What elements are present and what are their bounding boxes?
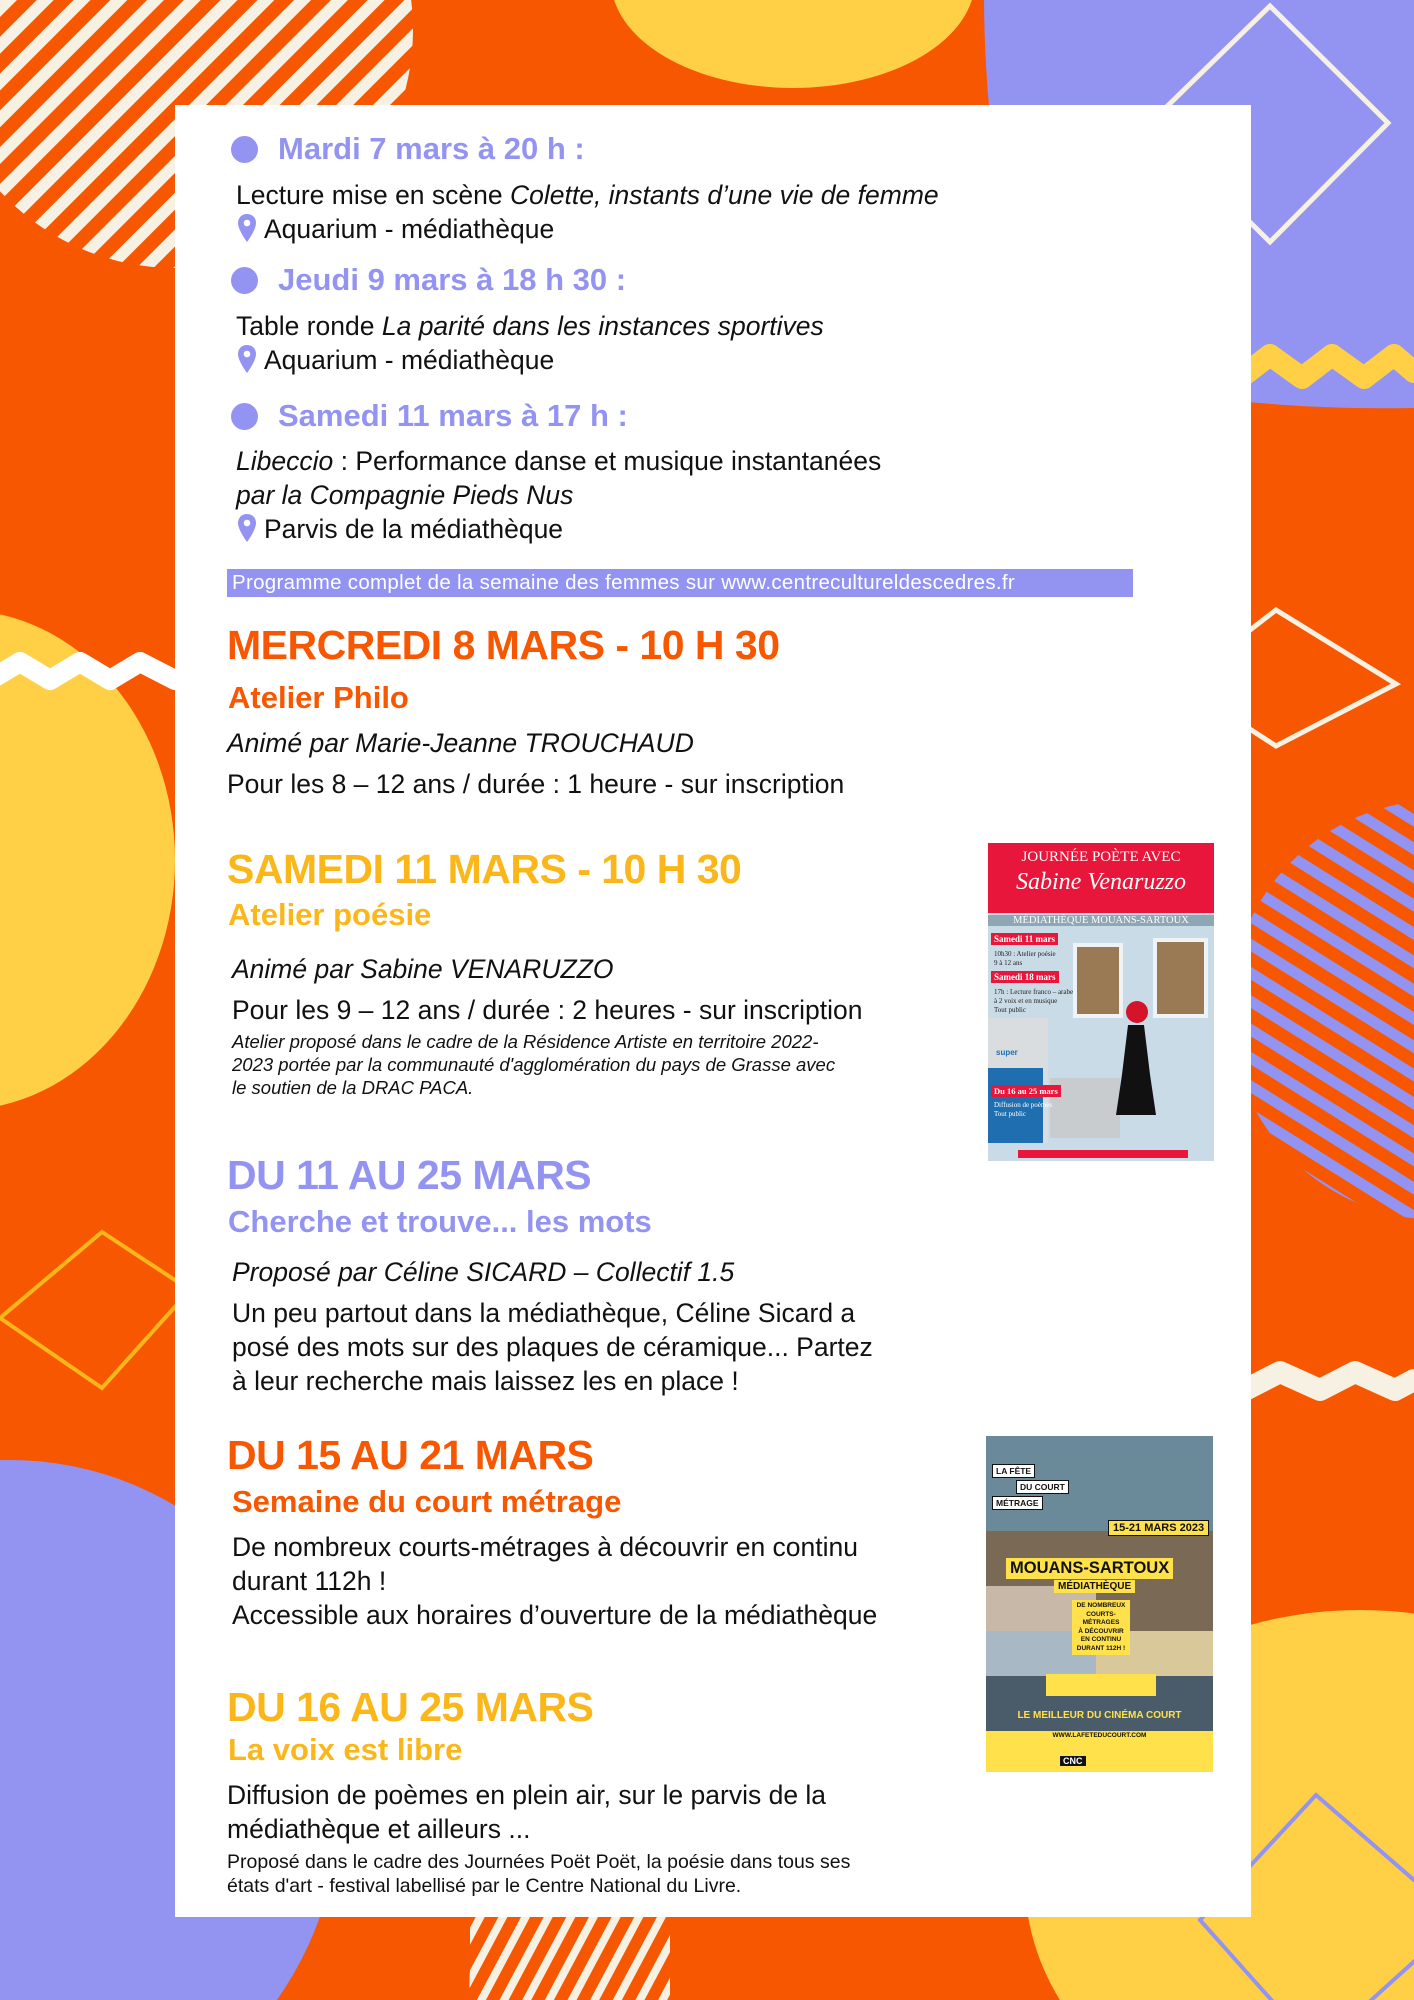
section-body-voix: Diffusion de poèmes en plein air, sur le parvis de la médiathèque et ailleurs ... (227, 1780, 827, 1844)
section-title-court: Semaine du court métrage (232, 1484, 622, 1519)
section-date-philo: MERCREDI 8 MARS - 10 H 30 (227, 622, 780, 668)
map-pin-icon (236, 344, 258, 374)
section-note-voix: Proposé dans le cadre des Journées Poët Poët, la poésie dans tous ses états d'art - festival labellisé par le Centre National du Livre. (227, 1851, 851, 1897)
map-pin-icon (236, 213, 258, 243)
section-title-philo: Atelier Philo (228, 680, 409, 715)
section-date-court: DU 15 AU 21 MARS (227, 1432, 594, 1478)
event-description: Libeccio : Performance danse et musique instantanées (236, 446, 882, 476)
section-host-poesie: Animé par Sabine VENARUZZO (232, 954, 614, 984)
section-details-poesie: Pour les 9 – 12 ans / durée : 2 heures - sur inscription (232, 995, 863, 1025)
event-heading-samedi: Samedi 11 mars à 17 h : (231, 398, 628, 434)
event-location: Parvis de la médiathèque (236, 512, 563, 546)
poster-journee-poete: JOURNÉE POÈTE AVEC Sabine Venaruzzo MÉDIATHÈQUE MOUANS-SARTOUX Samedi 11 mars 10h30 : Atelier poésie 9 à 12 ans Samedi 18 mars 17h : Lecture franco – arabe à 2 voix et en musique Tout public super Du 16 au 25 mars Diffusion de poèmes Tout public (988, 843, 1214, 1176)
section-title-poesie: Atelier poésie (228, 897, 432, 932)
poster-fete-court-metrage: LA FÊTE DU COURT MÉTRAGE 15-21 MARS 2023 MOUANS-SARTOUX MÉDIATHÈQUE DE NOMBREUX COURTS- MÉTRAGES À DÉCOUVRIR EN CONTINU DURANT 112H ! LE MEILLEUR DU CINÉMA COURT WWW.LAFETEDUCOURT.COM CNC (986, 1436, 1213, 1772)
event-location: Aquarium - médiathèque (236, 212, 554, 246)
section-title-voix: La voix est libre (228, 1732, 463, 1767)
bullet-dot-icon (231, 136, 258, 163)
event-company: par la Compagnie Pieds Nus (236, 480, 574, 510)
section-date-poesie: SAMEDI 11 MARS - 10 H 30 (227, 846, 742, 892)
event-heading-jeudi: Jeudi 9 mars à 18 h 30 : (231, 262, 626, 298)
section-date-voix: DU 16 AU 25 MARS (227, 1684, 594, 1730)
map-pin-icon (236, 513, 258, 543)
section-body-court: De nombreux courts-métrages à découvrir en continu durant 112h ! Accessible aux horaires d’ouverture de la médiathèque (232, 1532, 878, 1630)
bullet-dot-icon (231, 267, 258, 294)
event-heading-mardi: Mardi 7 mars à 20 h : (231, 131, 585, 167)
section-note-poesie: Atelier proposé dans le cadre de la Résidence Artiste en territoire 2022- 2023 portée par la communauté d'agglomération du pays de Grasse avec le soutien de la DRAC PACA. (232, 1031, 836, 1098)
section-host-mots: Proposé par Céline SICARD – Collectif 1.5 (232, 1257, 735, 1287)
section-date-mots: DU 11 AU 25 MARS (227, 1152, 592, 1198)
section-host-philo: Animé par Marie-Jeanne TROUCHAUD (227, 728, 694, 758)
event-location: Aquarium - médiathèque (236, 343, 554, 377)
event-description: Lecture mise en scène Colette, instants d’une vie de femme (236, 180, 939, 210)
section-title-mots: Cherche et trouve... les mots (228, 1204, 652, 1239)
section-details-philo: Pour les 8 – 12 ans / durée : 1 heure - sur inscription (227, 769, 845, 799)
program-link-banner[interactable]: Programme complet de la semaine des femmes sur www.centrecultureldescedres.fr (227, 569, 1133, 597)
event-description: Table ronde La parité dans les instances sportives (236, 311, 824, 341)
bullet-dot-icon (231, 403, 258, 430)
section-body-mots: Un peu partout dans la médiathèque, Céline Sicard a posé des mots sur des plaques de céramique... Partez à leur recherche mais laissez les en place ! (232, 1298, 873, 1396)
